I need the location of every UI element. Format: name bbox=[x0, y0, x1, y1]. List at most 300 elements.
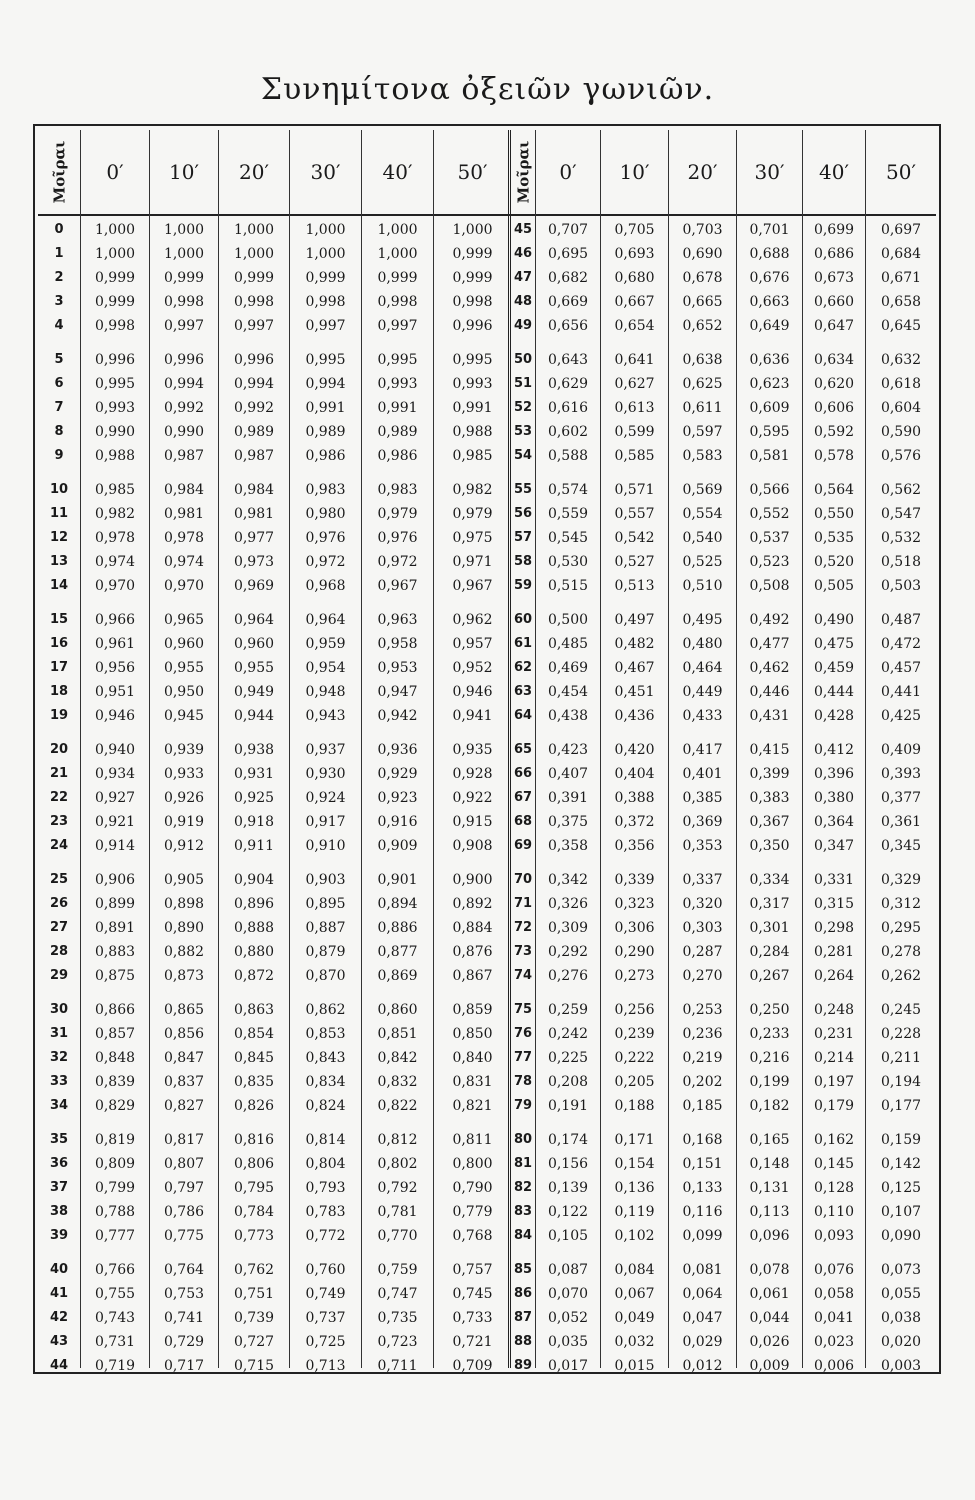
value-cell: 0,256 bbox=[614, 1002, 655, 1018]
value-cell: 0,576 bbox=[880, 448, 922, 464]
value-cell: 0,988 bbox=[452, 424, 493, 440]
value-cell: 0,520 bbox=[813, 554, 855, 570]
degree-cell: 43 bbox=[49, 1334, 69, 1349]
value-cell: 0,723 bbox=[377, 1334, 418, 1350]
row-group bbox=[150, 344, 218, 474]
value-cell: 0,994 bbox=[163, 376, 205, 392]
value-cell: 0,697 bbox=[880, 222, 922, 238]
row-group bbox=[511, 994, 535, 1124]
value-cell: 1,000 bbox=[94, 246, 136, 262]
value-cell: 0,940 bbox=[94, 742, 136, 758]
value-cell: 0,093 bbox=[813, 1228, 855, 1244]
value-cell: 0,770 bbox=[377, 1228, 418, 1244]
degree-cell: 45 bbox=[513, 222, 533, 237]
degree-cell: 12 bbox=[49, 530, 69, 545]
value-cell: 0,950 bbox=[163, 684, 205, 700]
value-cell: 0,962 bbox=[452, 612, 493, 628]
degree-cell: 38 bbox=[49, 1204, 69, 1219]
value-cell: 0,985 bbox=[94, 482, 136, 498]
value-cell: 0,743 bbox=[94, 1310, 136, 1326]
value-cell: 0,595 bbox=[749, 424, 790, 440]
value-cell: 0,779 bbox=[452, 1204, 493, 1220]
degree-cell: 79 bbox=[513, 1098, 533, 1113]
value-cell: 0,636 bbox=[749, 352, 790, 368]
value-cell: 0,537 bbox=[749, 530, 790, 546]
degree-cell: 49 bbox=[513, 318, 533, 333]
row-group bbox=[511, 604, 535, 734]
value-cell: 0,647 bbox=[813, 318, 855, 334]
value-cell: 0,449 bbox=[682, 684, 723, 700]
degree-cell: 28 bbox=[49, 944, 69, 959]
row-group bbox=[669, 1124, 736, 1254]
value-cell: 0,812 bbox=[377, 1132, 418, 1148]
degree-cell: 87 bbox=[513, 1310, 533, 1325]
row-group bbox=[511, 864, 535, 994]
value-cell: 0,783 bbox=[305, 1204, 346, 1220]
value-cell: 0,023 bbox=[813, 1334, 855, 1350]
value-cell: 0,643 bbox=[547, 352, 589, 368]
value-cell: 0,817 bbox=[163, 1132, 205, 1148]
right-column-3 bbox=[736, 130, 802, 1374]
value-cell: 0,931 bbox=[233, 766, 275, 782]
value-cell: 0,222 bbox=[614, 1050, 655, 1066]
degree-cell: 46 bbox=[513, 246, 533, 261]
value-cell: 0,797 bbox=[163, 1180, 205, 1196]
value-cell: 0,350 bbox=[749, 838, 790, 854]
value-cell: 0,998 bbox=[233, 294, 275, 310]
value-cell: 0,652 bbox=[682, 318, 723, 334]
value-cell: 1,000 bbox=[377, 246, 418, 262]
value-cell: 0,641 bbox=[614, 352, 655, 368]
value-cell: 0,984 bbox=[163, 482, 205, 498]
minute-header: 0′ bbox=[81, 130, 149, 216]
value-cell: 0,876 bbox=[452, 944, 493, 960]
degree-cell: 15 bbox=[49, 612, 69, 627]
degree-cell: 58 bbox=[513, 554, 533, 569]
degree-cell: 74 bbox=[513, 968, 533, 983]
value-cell: 0,721 bbox=[452, 1334, 493, 1350]
value-cell: 0,811 bbox=[452, 1132, 493, 1148]
row-group bbox=[81, 994, 149, 1124]
row-group bbox=[362, 604, 433, 734]
row-group bbox=[290, 604, 361, 734]
value-cell: 0,604 bbox=[880, 400, 922, 416]
left-column-0 bbox=[80, 130, 149, 1374]
value-cell: 0,984 bbox=[233, 482, 275, 498]
value-cell: 0,131 bbox=[749, 1180, 790, 1196]
row-group bbox=[866, 1254, 936, 1384]
value-cell: 0,505 bbox=[813, 578, 855, 594]
value-cell: 0,431 bbox=[749, 708, 790, 724]
value-cell: 0,793 bbox=[305, 1180, 346, 1196]
value-cell: 0,949 bbox=[233, 684, 275, 700]
value-cell: 0,939 bbox=[163, 742, 205, 758]
value-cell: 0,295 bbox=[880, 920, 922, 936]
value-cell: 0,837 bbox=[163, 1074, 205, 1090]
row-group bbox=[38, 1254, 80, 1384]
value-cell: 0,171 bbox=[614, 1132, 655, 1148]
value-cell: 0,116 bbox=[682, 1204, 723, 1220]
value-cell: 0,532 bbox=[880, 530, 922, 546]
value-cell: 0,177 bbox=[880, 1098, 922, 1114]
value-cell: 0,963 bbox=[377, 612, 418, 628]
row-group bbox=[737, 214, 802, 344]
value-cell: 0,047 bbox=[682, 1310, 723, 1326]
row-group bbox=[803, 864, 865, 994]
value-cell: 0,983 bbox=[377, 482, 418, 498]
value-cell: 0,197 bbox=[813, 1074, 855, 1090]
value-cell: 0,459 bbox=[813, 660, 855, 676]
value-cell: 0,136 bbox=[614, 1180, 655, 1196]
value-cell: 0,999 bbox=[452, 270, 493, 286]
value-cell: 0,751 bbox=[233, 1286, 275, 1302]
row-group bbox=[803, 474, 865, 604]
value-cell: 0,446 bbox=[749, 684, 790, 700]
row-group bbox=[803, 734, 865, 864]
degree-header bbox=[511, 130, 535, 216]
row-group bbox=[81, 474, 149, 604]
row-group bbox=[219, 864, 289, 994]
row-group bbox=[669, 214, 736, 344]
row-group bbox=[866, 344, 936, 474]
value-cell: 0,035 bbox=[547, 1334, 589, 1350]
row-group bbox=[150, 1124, 218, 1254]
value-cell: 0,690 bbox=[682, 246, 723, 262]
value-cell: 0,999 bbox=[377, 270, 418, 286]
value-cell: 0,883 bbox=[94, 944, 136, 960]
row-group bbox=[536, 864, 600, 994]
value-cell: 0,747 bbox=[377, 1286, 418, 1302]
value-cell: 0,090 bbox=[880, 1228, 922, 1244]
value-cell: 0,219 bbox=[682, 1050, 723, 1066]
row-group bbox=[737, 1254, 802, 1384]
row-group bbox=[536, 1124, 600, 1254]
value-cell: 0,154 bbox=[614, 1156, 655, 1172]
value-cell: 0,281 bbox=[813, 944, 855, 960]
value-cell: 0,786 bbox=[163, 1204, 205, 1220]
value-cell: 0,998 bbox=[452, 294, 493, 310]
value-cell: 0,552 bbox=[749, 506, 790, 522]
value-cell: 0,179 bbox=[813, 1098, 855, 1114]
value-cell: 0,877 bbox=[377, 944, 418, 960]
row-group bbox=[601, 474, 668, 604]
value-cell: 0,768 bbox=[452, 1228, 493, 1244]
value-cell: 0,262 bbox=[880, 968, 922, 984]
value-cell: 0,451 bbox=[614, 684, 655, 700]
value-cell: 0,865 bbox=[163, 1002, 205, 1018]
row-group bbox=[150, 864, 218, 994]
value-cell: 0,245 bbox=[880, 1002, 922, 1018]
value-cell: 0,102 bbox=[614, 1228, 655, 1244]
value-cell: 0,978 bbox=[94, 530, 136, 546]
value-cell: 0,616 bbox=[547, 400, 589, 416]
value-cell: 0,955 bbox=[233, 660, 275, 676]
value-cell: 0,667 bbox=[614, 294, 655, 310]
value-cell: 0,964 bbox=[305, 612, 346, 628]
value-cell: 0,906 bbox=[94, 872, 136, 888]
value-cell: 0,663 bbox=[749, 294, 790, 310]
value-cell: 0,994 bbox=[233, 376, 275, 392]
left-column-5 bbox=[433, 130, 511, 1374]
value-cell: 0,960 bbox=[163, 636, 205, 652]
row-group bbox=[803, 214, 865, 344]
row-group bbox=[81, 344, 149, 474]
value-cell: 0,242 bbox=[547, 1026, 589, 1042]
value-cell: 0,892 bbox=[452, 896, 493, 912]
row-group bbox=[866, 864, 936, 994]
value-cell: 0,927 bbox=[94, 790, 136, 806]
value-cell: 0,976 bbox=[305, 530, 346, 546]
value-cell: 0,301 bbox=[749, 920, 790, 936]
value-cell: 0,821 bbox=[452, 1098, 493, 1114]
value-cell: 0,620 bbox=[813, 376, 855, 392]
row-group bbox=[219, 344, 289, 474]
degree-cell: 47 bbox=[513, 270, 533, 285]
value-cell: 0,872 bbox=[233, 968, 275, 984]
value-cell: 0,898 bbox=[163, 896, 205, 912]
row-group bbox=[38, 604, 80, 734]
value-cell: 0,942 bbox=[377, 708, 418, 724]
value-cell: 0,970 bbox=[94, 578, 136, 594]
value-cell: 0,480 bbox=[682, 636, 723, 652]
value-cell: 0,609 bbox=[749, 400, 790, 416]
value-cell: 0,202 bbox=[682, 1074, 723, 1090]
value-cell: 0,632 bbox=[880, 352, 922, 368]
row-group bbox=[290, 1254, 361, 1384]
value-cell: 0,665 bbox=[682, 294, 723, 310]
value-cell: 0,946 bbox=[452, 684, 493, 700]
value-cell: 0,972 bbox=[377, 554, 418, 570]
value-cell: 0,995 bbox=[377, 352, 418, 368]
value-cell: 0,540 bbox=[682, 530, 723, 546]
value-cell: 0,559 bbox=[547, 506, 589, 522]
value-cell: 0,867 bbox=[452, 968, 493, 984]
value-cell: 0,799 bbox=[94, 1180, 136, 1196]
row-group bbox=[511, 734, 535, 864]
value-cell: 0,428 bbox=[813, 708, 855, 724]
degree-cell: 4 bbox=[54, 318, 64, 333]
degree-cell: 41 bbox=[49, 1286, 69, 1301]
value-cell: 0,513 bbox=[614, 578, 655, 594]
value-cell: 0,968 bbox=[305, 578, 346, 594]
value-cell: 0,231 bbox=[813, 1026, 855, 1042]
value-cell: 0,367 bbox=[749, 814, 790, 830]
value-cell: 0,162 bbox=[813, 1132, 855, 1148]
degree-cell: 26 bbox=[49, 896, 69, 911]
row-group bbox=[737, 344, 802, 474]
value-cell: 0,306 bbox=[614, 920, 655, 936]
row-group bbox=[434, 474, 511, 604]
row-group bbox=[38, 994, 80, 1124]
right-column-4 bbox=[802, 130, 865, 1374]
value-cell: 0,205 bbox=[614, 1074, 655, 1090]
value-cell: 0,128 bbox=[813, 1180, 855, 1196]
value-cell: 0,530 bbox=[547, 554, 589, 570]
value-cell: 0,273 bbox=[614, 968, 655, 984]
degree-cell: 20 bbox=[49, 742, 69, 757]
value-cell: 0,941 bbox=[452, 708, 493, 724]
value-cell: 0,901 bbox=[377, 872, 418, 888]
value-cell: 0,991 bbox=[305, 400, 346, 416]
degree-cell: 10 bbox=[49, 482, 69, 497]
degree-cell: 56 bbox=[513, 506, 533, 521]
value-cell: 0,590 bbox=[880, 424, 922, 440]
value-cell: 0,369 bbox=[682, 814, 723, 830]
value-cell: 0,407 bbox=[547, 766, 589, 782]
value-cell: 0,518 bbox=[880, 554, 922, 570]
value-cell: 0,041 bbox=[813, 1310, 855, 1326]
value-cell: 0,729 bbox=[163, 1334, 205, 1350]
value-cell: 0,713 bbox=[305, 1358, 346, 1374]
value-cell: 0,762 bbox=[233, 1262, 275, 1278]
degree-cell: 75 bbox=[513, 1002, 533, 1017]
value-cell: 0,977 bbox=[233, 530, 275, 546]
degree-cell: 7 bbox=[54, 400, 64, 415]
degree-cell: 44 bbox=[49, 1358, 69, 1373]
value-cell: 0,613 bbox=[614, 400, 655, 416]
value-cell: 0,545 bbox=[547, 530, 589, 546]
value-cell: 0,997 bbox=[305, 318, 346, 334]
row-group bbox=[362, 1124, 433, 1254]
value-cell: 0,996 bbox=[163, 352, 205, 368]
value-cell: 0,842 bbox=[377, 1050, 418, 1066]
value-cell: 0,228 bbox=[880, 1026, 922, 1042]
value-cell: 0,084 bbox=[614, 1262, 655, 1278]
left-column-2 bbox=[218, 130, 289, 1374]
value-cell: 0,701 bbox=[749, 222, 790, 238]
value-cell: 0,904 bbox=[233, 872, 275, 888]
table-left-half bbox=[38, 130, 511, 1374]
value-cell: 0,133 bbox=[682, 1180, 723, 1196]
row-group bbox=[536, 344, 600, 474]
degree-cell: 59 bbox=[513, 578, 533, 593]
value-cell: 0,835 bbox=[233, 1074, 275, 1090]
value-cell: 0,854 bbox=[233, 1026, 275, 1042]
value-cell: 0,983 bbox=[305, 482, 346, 498]
value-cell: 0,119 bbox=[614, 1204, 655, 1220]
value-cell: 0,542 bbox=[614, 530, 655, 546]
value-cell: 0,792 bbox=[377, 1180, 418, 1196]
value-cell: 0,995 bbox=[452, 352, 493, 368]
value-cell: 0,928 bbox=[452, 766, 493, 782]
value-cell: 0,809 bbox=[94, 1156, 136, 1172]
value-cell: 0,888 bbox=[233, 920, 275, 936]
value-cell: 0,467 bbox=[614, 660, 655, 676]
value-cell: 0,377 bbox=[880, 790, 922, 806]
value-cell: 0,739 bbox=[233, 1310, 275, 1326]
value-cell: 0,840 bbox=[452, 1050, 493, 1066]
value-cell: 0,009 bbox=[749, 1358, 790, 1374]
value-cell: 0,337 bbox=[682, 872, 723, 888]
value-cell: 0,773 bbox=[233, 1228, 275, 1244]
row-group bbox=[219, 994, 289, 1124]
row-group bbox=[219, 604, 289, 734]
value-cell: 0,916 bbox=[377, 814, 418, 830]
value-cell: 0,995 bbox=[94, 376, 136, 392]
row-group bbox=[219, 474, 289, 604]
degree-cell: 40 bbox=[49, 1262, 69, 1277]
value-cell: 0,856 bbox=[163, 1026, 205, 1042]
degree-cell: 52 bbox=[513, 400, 533, 415]
value-cell: 0,029 bbox=[682, 1334, 723, 1350]
value-cell: 0,850 bbox=[452, 1026, 493, 1042]
value-cell: 0,784 bbox=[233, 1204, 275, 1220]
degree-cell: 19 bbox=[49, 708, 69, 723]
value-cell: 0,003 bbox=[880, 1358, 922, 1374]
left-column-1 bbox=[149, 130, 218, 1374]
degree-cell: 30 bbox=[49, 1002, 69, 1017]
value-cell: 0,959 bbox=[305, 636, 346, 652]
degree-cell: 60 bbox=[513, 612, 533, 627]
row-group bbox=[601, 344, 668, 474]
value-cell: 0,151 bbox=[682, 1156, 723, 1172]
value-cell: 0,250 bbox=[749, 1002, 790, 1018]
value-cell: 0,999 bbox=[94, 270, 136, 286]
row-group bbox=[511, 214, 535, 344]
value-cell: 0,292 bbox=[547, 944, 589, 960]
degree-cell: 2 bbox=[54, 270, 64, 285]
degree-cell: 65 bbox=[513, 742, 533, 757]
value-cell: 0,806 bbox=[233, 1156, 275, 1172]
value-cell: 0,997 bbox=[233, 318, 275, 334]
value-cell: 0,988 bbox=[94, 448, 136, 464]
minute-header: 0′ bbox=[536, 130, 600, 216]
value-cell: 0,912 bbox=[163, 838, 205, 854]
value-cell: 0,259 bbox=[547, 1002, 589, 1018]
value-cell: 0,951 bbox=[94, 684, 136, 700]
value-cell: 0,015 bbox=[614, 1358, 655, 1374]
value-cell: 0,978 bbox=[163, 530, 205, 546]
row-group bbox=[362, 734, 433, 864]
value-cell: 0,843 bbox=[305, 1050, 346, 1066]
value-cell: 0,717 bbox=[163, 1358, 205, 1374]
value-cell: 0,937 bbox=[305, 742, 346, 758]
row-group bbox=[290, 864, 361, 994]
value-cell: 0,638 bbox=[682, 352, 723, 368]
value-cell: 0,935 bbox=[452, 742, 493, 758]
degree-cell: 31 bbox=[49, 1026, 69, 1041]
value-cell: 0,287 bbox=[682, 944, 723, 960]
value-cell: 0,660 bbox=[813, 294, 855, 310]
value-cell: 0,284 bbox=[749, 944, 790, 960]
value-cell: 0,900 bbox=[452, 872, 493, 888]
row-group bbox=[290, 1124, 361, 1254]
degree-cell: 18 bbox=[49, 684, 69, 699]
value-cell: 0,236 bbox=[682, 1026, 723, 1042]
value-cell: 0,986 bbox=[305, 448, 346, 464]
value-cell: 0,409 bbox=[880, 742, 922, 758]
minute-header: 10′ bbox=[601, 130, 668, 216]
value-cell: 0,578 bbox=[813, 448, 855, 464]
value-cell: 0,970 bbox=[163, 578, 205, 594]
degree-cell: 21 bbox=[49, 766, 69, 781]
row-group bbox=[38, 474, 80, 604]
value-cell: 0,566 bbox=[749, 482, 790, 498]
value-cell: 0,342 bbox=[547, 872, 589, 888]
value-cell: 0,945 bbox=[163, 708, 205, 724]
minute-header: 30′ bbox=[290, 130, 361, 216]
value-cell: 0,404 bbox=[614, 766, 655, 782]
value-cell: 0,926 bbox=[163, 790, 205, 806]
value-cell: 0,886 bbox=[377, 920, 418, 936]
value-cell: 0,239 bbox=[614, 1026, 655, 1042]
value-cell: 0,454 bbox=[547, 684, 589, 700]
row-group bbox=[737, 604, 802, 734]
value-cell: 0,882 bbox=[163, 944, 205, 960]
value-cell: 0,966 bbox=[94, 612, 136, 628]
row-group bbox=[362, 864, 433, 994]
value-cell: 1,000 bbox=[233, 222, 275, 238]
